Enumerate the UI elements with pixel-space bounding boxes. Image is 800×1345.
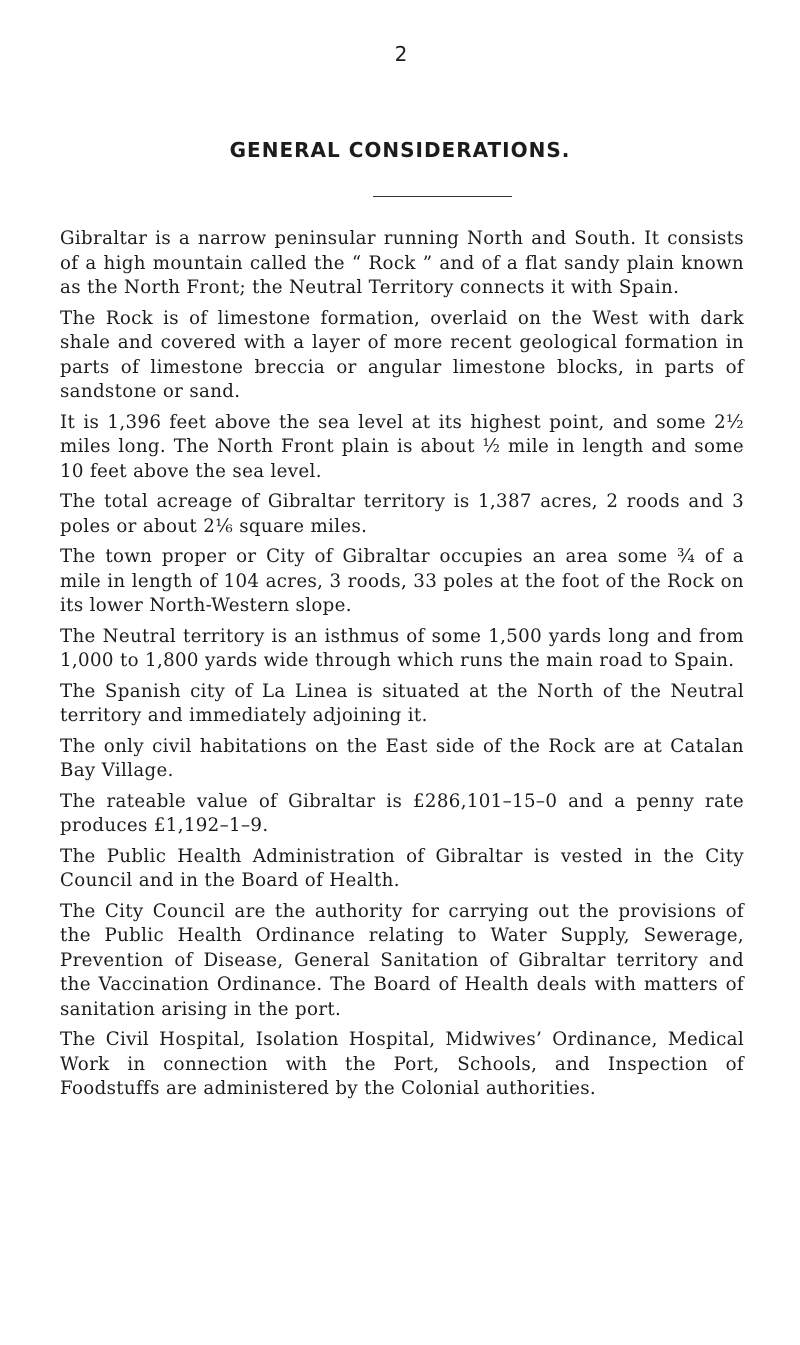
- paragraph: The town proper or City of Gibraltar occupies an area some ¾ of a mile in length of 104 acres, 3 roods, 33 poles at the foot of the Rock on its lower North-Western slope.: [60, 546, 744, 616]
- paragraph: The Spanish city of La Linea is situated at the North of the Neutral territory and immediately adjoining it.: [60, 680, 744, 726]
- title-divider: [450, 196, 512, 197]
- page-title: GENERAL CONSIDERATIONS.: [229, 138, 571, 162]
- paragraph: The Civil Hospital, Isolation Hospital, Midwives’ Ordinance, Medical Work in connection with the Port, Schools, and Inspection of Foodstuffs are administered by the Colonial authorities.: [60, 1029, 744, 1099]
- page-number: 2: [394, 42, 408, 66]
- paragraph: The Neutral territory is an isthmus of some 1,500 yards long and from 1,000 to 1,800 yards wide through which runs the main road to Spain.: [60, 625, 744, 671]
- paragraph: The City Council are the authority for carrying out the provisions of the Public Health Ordinance relating to Water Supply, Sewerage, Prevention of Disease, General Sanitation of Gibraltar territory and the Vaccination Ordinance. The Board of Health deals with matters of sanitation arising in the port.: [60, 900, 744, 1020]
- title-divider: [373, 196, 451, 197]
- body-text: [60, 227, 744, 1108]
- paragraph: The Public Health Administration of Gibraltar is vested in the City Council and in the Board of Health.: [60, 845, 744, 891]
- paragraph: Gibraltar is a narrow peninsular running North and South. It consists of a high mountain called the “ Rock ” and of a flat sandy plain known as the North Front; the Neutral Territory connects it with Spain.: [60, 228, 744, 298]
- paragraph: The total acreage of Gibraltar territory is 1,387 acres, 2 roods and 3 poles or about 2⅙ square miles.: [60, 491, 744, 537]
- paragraph: The Rock is of limestone formation, overlaid on the West with dark shale and covered with a layer of more recent geological formation in parts of limestone breccia or angular limestone blocks, in parts of sandstone or sand.: [60, 307, 744, 402]
- paragraph: The rateable value of Gibraltar is £286,101–15–0 and a penny rate produces £1,192–1–9.: [60, 790, 744, 836]
- paragraph: The only civil habitations on the East side of the Rock are at Catalan Bay Village.: [60, 735, 744, 781]
- paragraph: It is 1,396 feet above the sea level at its highest point, and some 2½ miles long. The North Front plain is about ½ mile in length and some 10 feet above the sea level.: [60, 411, 744, 482]
